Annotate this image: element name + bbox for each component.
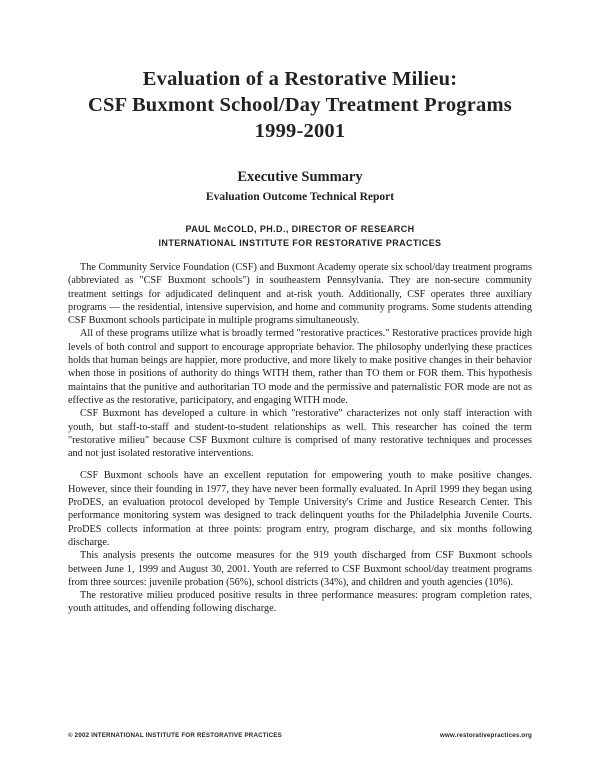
summary-heading-block xyxy=(0,168,600,205)
footer-copyright: © 2002 INTERNATIONAL INSTITUTE FOR RESTORATIVE PRACTICES xyxy=(68,732,283,739)
author-byline xyxy=(0,222,600,250)
paragraph: The Community Service Foundation (CSF) and Buxmont Academy operate six school/day treatment programs (abbreviated as "CSF Buxmont schools") in southeastern Pennsylvania. They are non-secure community treatment settings for adjudicated delinquent and at-risk youth. Additionally, CSF operates three auxiliary programs — the residential, intensive supervision, and home and community programs. Some students attending CSF Buxmont schools participate in multiple programs simultaneously. xyxy=(68,262,532,327)
executive-summary-heading: Executive Summary xyxy=(237,169,363,185)
report-subheading: Evaluation Outcome Technical Report xyxy=(205,191,395,203)
paragraph: The restorative milieu produced positive results in three performance measures: program completion rates, youth attitudes, and offending following discharge. xyxy=(68,590,532,615)
paragraph: This analysis presents the outcome measures for the 919 youth discharged from CSF Buxmont schools between June 1, 1999 and August 30, 2001. Youth are referred to CSF Buxmont school/day treatment programs from three sources: juvenile probation (56%), school districts (34%), and children and youth agencies (10%). xyxy=(68,550,532,588)
title-line-3: 1999-2001 xyxy=(254,120,346,142)
document-title xyxy=(0,66,600,144)
title-line-2: CSF Buxmont School/Day Treatment Programs xyxy=(88,94,512,116)
paragraph: CSF Buxmont schools have an excellent reputation for empowering youth to make positive changes. However, since their founding in 1977, they have never been formally evaluated. In April 1999 they began using ProDES, an evaluation protocol developed by Temple University's Crime and Justice Research Center. This performance monitoring system was designed to track delinquent youths for the Philadelphia Juvenile Courts. ProDES collects information at three points: program entry, program discharge, and six months following discharge. xyxy=(68,470,532,548)
title-line-1: Evaluation of a Restorative Milieu: xyxy=(142,68,458,90)
paragraph: All of these programs utilize what is broadly termed "restorative practices." Restorative practices provide high levels of both control and support to encourage appropriate behavior. The philosophy underlying these practices holds that human beings are happier, more productive, and more likely to make positive changes in their behavior when those in positions of authority do things WITH them, rather than TO them or FOR them. This hypothesis maintains that the punitive and authoritarian TO mode and the permissive and paternalistic FOR mode are not as effective as the restorative, participatory, and engaging WITH mode. xyxy=(68,328,532,406)
author-organization: INTERNATIONAL INSTITUTE FOR RESTORATIVE PRACTICES xyxy=(158,238,442,248)
paragraph: CSF Buxmont has developed a culture in which "restorative" characterizes not only staff interaction with youth, but staff-to-staff and student-to-student relationships as well. This researcher has coined the term "restorative milieu" because CSF Buxmont culture is comprised of many restorative techniques and processes and not just isolated restorative interventions. xyxy=(68,408,532,460)
body-text xyxy=(68,261,532,616)
footer-website: www.restorativepractices.org xyxy=(439,732,532,739)
author-name: PAUL McCOLD, PH.D., DIRECTOR OF RESEARCH xyxy=(185,224,415,234)
